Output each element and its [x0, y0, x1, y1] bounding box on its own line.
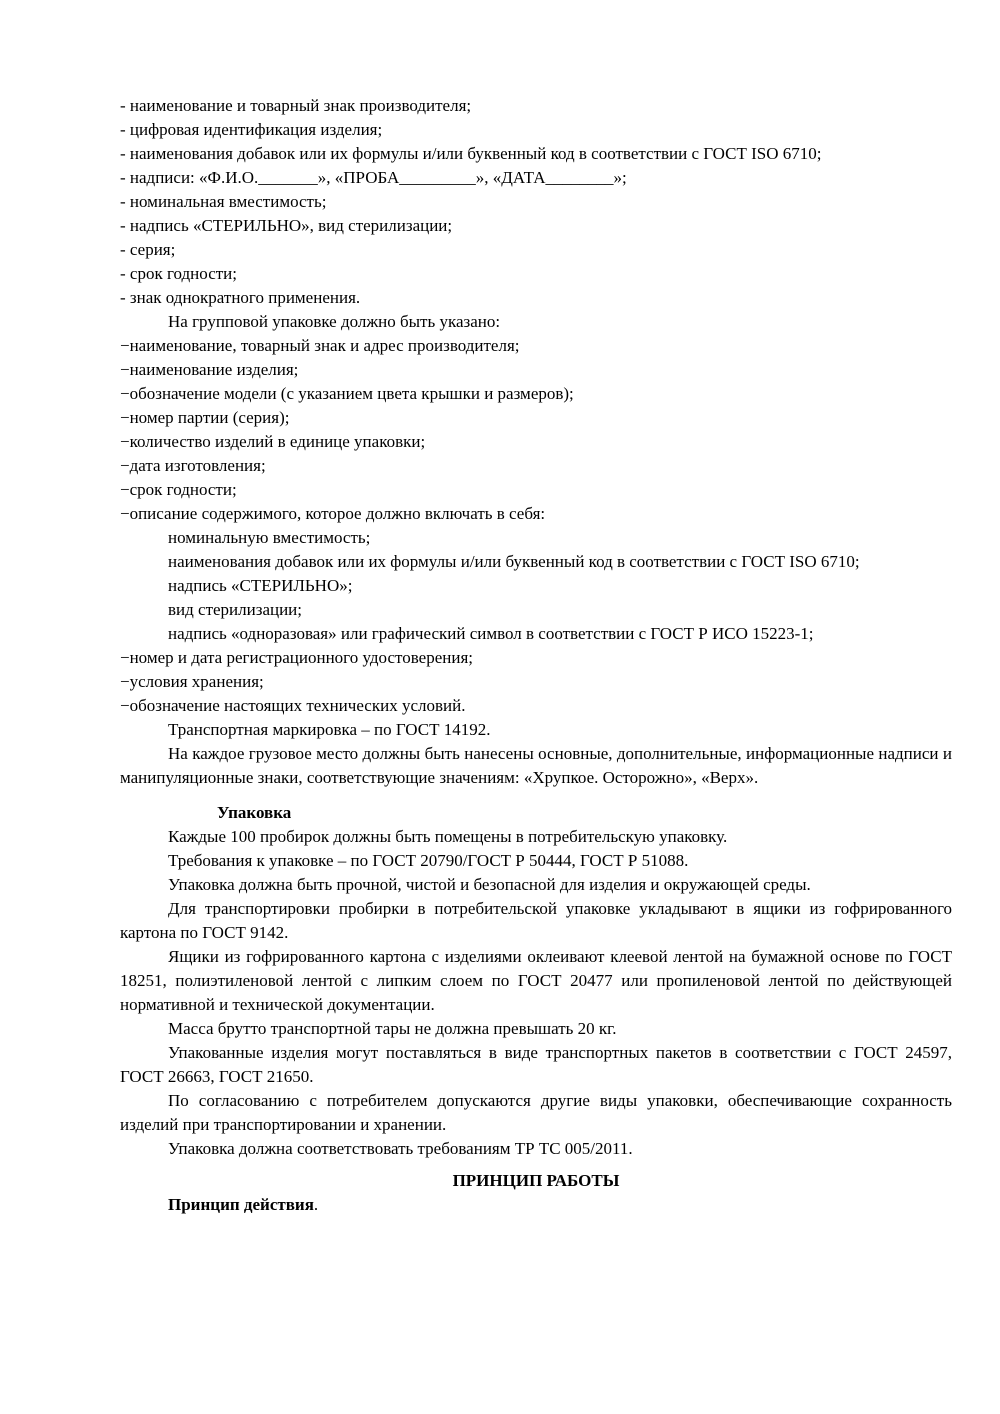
content-desc-item: вид стерилизации;	[168, 600, 302, 619]
group-pack-intro: На групповой упаковке должно быть указано:	[168, 312, 501, 331]
packaging-section-heading: Упаковка	[217, 803, 292, 822]
marking-list-item: - знак однократного применения.	[120, 288, 361, 307]
marking-list-item: - надписи: «Ф.И.О._______», «ПРОБА_________», «ДАТА________»;	[120, 168, 627, 187]
group-pack-item: −описание содержимого, которое должно включать в себя:	[120, 504, 546, 523]
content-desc-item: номинальную вместимость;	[168, 528, 371, 547]
marking-list-item: - серия;	[120, 240, 176, 259]
group-pack-item: −номер партии (серия);	[120, 408, 290, 427]
group-pack-item: −условия хранения;	[120, 672, 264, 691]
group-pack-item: −наименование изделия;	[120, 360, 299, 379]
principle-lead-suffix: .	[313, 1195, 319, 1214]
group-pack-item: −количество изделий в единице упаковки;	[120, 432, 426, 451]
transport-marking-paragraph: Транспортная маркировка – по ГОСТ 14192.	[168, 720, 491, 739]
group-pack-item: −номер и дата регистрационного удостоверения;	[120, 648, 473, 667]
packaging-paragraph: По согласованию с потребителем допускаются другие виды упаковки, обеспечивающие сохранность изделий при транспортировании и хранении.	[120, 1091, 952, 1134]
packaging-paragraph: Масса брутто транспортной тары не должна превышать 20 кг.	[168, 1019, 617, 1038]
group-pack-item: −обозначение настоящих технических условий.	[120, 696, 466, 715]
packaging-paragraph: Упакованные изделия могут поставляться в виде транспортных пакетов в соответствии с ГОСТ 24597, ГОСТ 26663, ГОСТ 21650.	[120, 1043, 952, 1086]
cargo-paragraph: На каждое грузовое место должны быть нанесены основные, дополнительные, информационные надписи и манипуляционные знаки, соответствующие значениям: «Хрупкое. Осторожно», «Верх».	[120, 744, 952, 787]
packaging-paragraph: Каждые 100 пробирок должны быть помещены в потребительскую упаковку.	[168, 827, 728, 846]
marking-list-item: - надпись «СТЕРИЛЬНО», вид стерилизации;	[120, 216, 453, 235]
group-pack-item: −обозначение модели (с указанием цвета крышки и размеров);	[120, 384, 574, 403]
group-pack-item: −наименование, товарный знак и адрес производителя;	[120, 336, 520, 355]
content-desc-item: надпись «одноразовая» или графический символ в соответствии с ГОСТ Р ИСО 15223-1;	[168, 624, 814, 643]
packaging-paragraph: Требования к упаковке – по ГОСТ 20790/ГОСТ Р 50444, ГОСТ Р 51088.	[168, 851, 689, 870]
packaging-paragraph: Упаковка должна быть прочной, чистой и безопасной для изделия и окружающей среды.	[168, 875, 811, 894]
marking-list-item: - наименование и товарный знак производителя;	[120, 96, 472, 115]
marking-list-item: - наименования добавок или их формулы и/или буквенный код в соответствии с ГОСТ ISO 6710;	[120, 144, 822, 163]
packaging-paragraph: Для транспортировки пробирки в потребительской упаковке укладывают в ящики из гофрированного картона по ГОСТ 9142.	[120, 899, 952, 942]
group-pack-item: −срок годности;	[120, 480, 237, 499]
group-pack-item: −дата изготовления;	[120, 456, 266, 475]
packaging-paragraph: Упаковка должна соответствовать требованиям ТР ТС 005/2011.	[168, 1139, 633, 1158]
principle-section-heading: ПРИНЦИП РАБОТЫ	[452, 1171, 620, 1190]
principle-lead-label: Принцип действия	[168, 1195, 314, 1214]
content-desc-item: надпись «СТЕРИЛЬНО»;	[168, 576, 353, 595]
principle-lead-paragraph	[120, 1193, 952, 1217]
marking-list-item: - номинальная вместимость;	[120, 192, 327, 211]
marking-list-item: - цифровая идентификация изделия;	[120, 120, 383, 139]
content-desc-item: наименования добавок или их формулы и/или буквенный код в соответствии с ГОСТ ISO 6710;	[168, 552, 860, 571]
marking-list-item: - срок годности;	[120, 264, 237, 283]
packaging-paragraph: Ящики из гофрированного картона с изделиями оклеивают клеевой лентой на бумажной основе по ГОСТ 18251, полиэтиленовой лентой с липким слоем по ГОСТ 20477 или пропиленовой лентой по действующей нормативной и технической документации.	[120, 947, 952, 1014]
